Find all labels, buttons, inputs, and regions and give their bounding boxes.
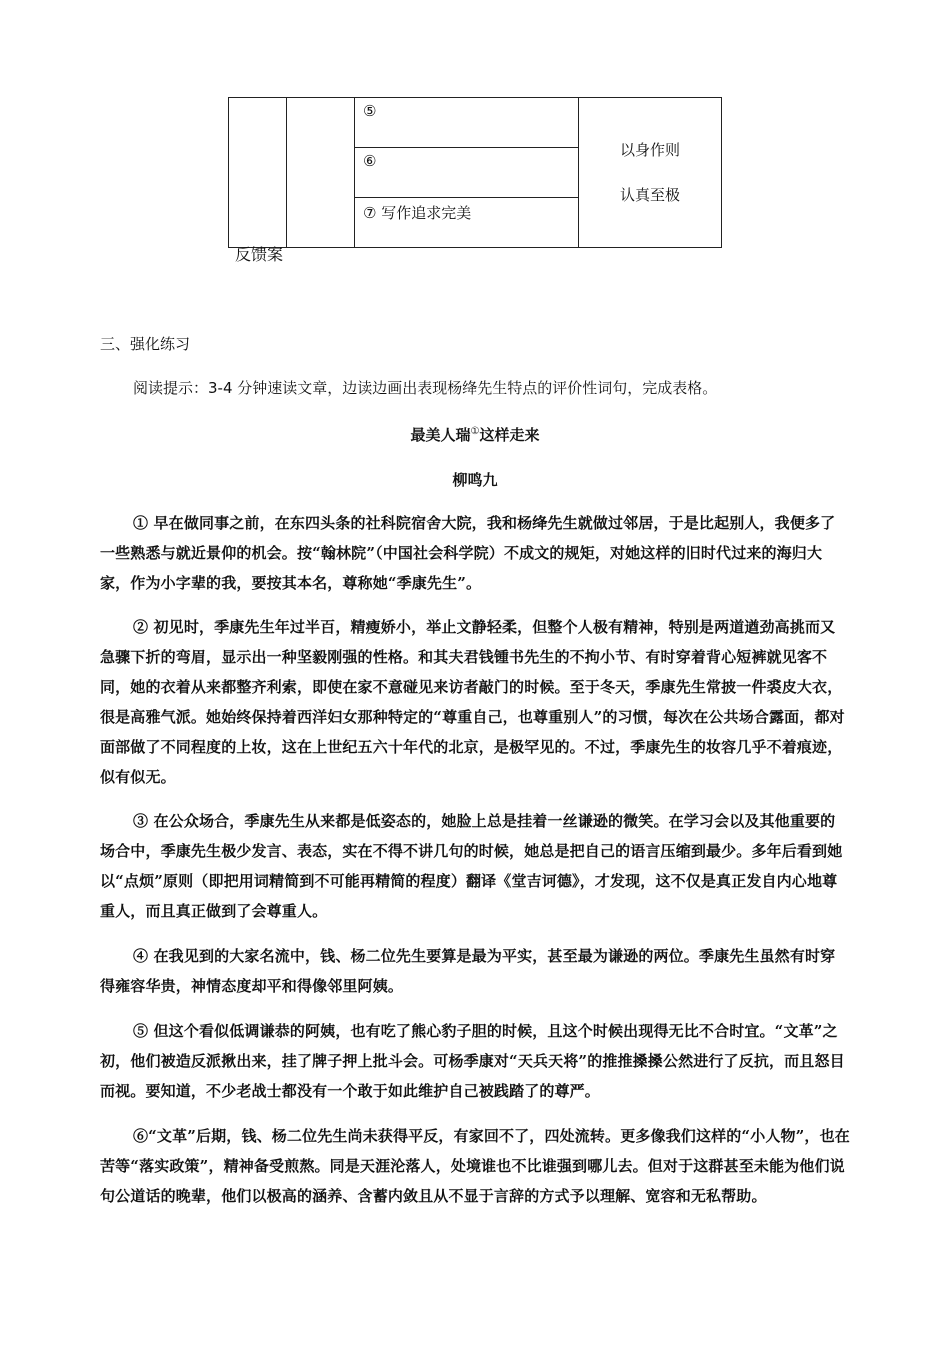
summary-line-1: 以身作则 — [619, 140, 680, 159]
table-cell-empty — [229, 98, 287, 248]
reading-hint: 阅读提示：3-4 分钟速读文章，边读边画出表现杨绛先生特点的评价性词句，完成表格。 — [133, 379, 718, 397]
table-cell-item-5: ⑤ — [355, 98, 579, 148]
paragraph-4: ④ 在我见到的大家名流中，钱、杨二位先生要算是最为平实，甚至最为谦逊的两位。季康先生虽然有时穿得雍容华贵，神情态度却平和得像邻里阿姨。 — [100, 947, 836, 995]
paragraph-2: ② 初见时，季康先生年过半百，精瘦娇小，举止文静轻柔，但整个人极有精神，特别是两道遒劲高挑而又急骤下折的弯眉，显示出一种坚毅刚强的性格。和其夫君钱锺书先生的不拘小节、有时穿着背心短裤就见客不同，她的衣着从来都整齐利索，即使在家不意碰见来访者敲门的时候。至于冬天，季康先生常披一件裘皮大衣，很是高雅气派。她始终保持着西洋妇女那种特定的“尊重自己，也尊重别人”的习惯，每次在公共场合露面，都对面部做了不同程度的上妆，这在上世纪五六十年代的北京，是极罕见的。不过，季康先生的妆容几乎不着痕迹，似有似无。 — [100, 618, 845, 786]
table-cell-item-6: ⑥ — [355, 148, 579, 198]
table-cell-summary — [579, 98, 722, 248]
footnote-marker: ① — [470, 426, 480, 437]
section-heading: 三、强化练习 — [100, 335, 191, 353]
table-cell-empty — [287, 98, 355, 248]
table-row — [229, 98, 722, 148]
summary-line-2: 认真至极 — [619, 185, 680, 204]
summary-table — [228, 97, 722, 248]
paragraph-6: ⑥“文革”后期，钱、杨二位先生尚未获得平反，有家回不了，四处流转。更多像我们这样的“小人物”，也在苦等“落实政策”，精神备受煎熬。同是天涯沦落人，处境谁也不比谁强到哪儿去。但对于这群甚至未能为他们说句公道话的晚辈，他们以极高的涵养、含蓄内敛且从不显于言辞的方式予以理解、宽容和无私帮助。 — [100, 1127, 850, 1205]
article-title-text: 最美人瑞 — [410, 426, 471, 444]
article-author: 柳鸣九 — [452, 471, 498, 489]
paragraph-5: ⑤ 但这个看似低调谦恭的阿姨，也有吃了熊心豹子胆的时候，且这个时候出现得无比不合时宜。“文革”之初，他们被造反派揪出来，挂了牌子押上批斗会。可杨季康对“天兵天将”的推推搡搡公然进行了反抗，而且怒目而视。要知道，不少老战士都没有一个敢于如此维护自己被践踏了的尊严。 — [100, 1022, 845, 1100]
feedback-label: 反馈案 — [235, 245, 284, 264]
paragraph-1: ① 早在做同事之前，在东四头条的社科院宿舍大院，我和杨绛先生就做过邻居，于是比起别人，我便多了一些熟悉与就近景仰的机会。按“翰林院”（中国社会科学院）不成文的规矩，对她这样的旧时代过来的海归大家，作为小字辈的我，要按其本名，尊称她“季康先生”。 — [100, 514, 836, 592]
paragraph-3: ③ 在公众场合，季康先生从来都是低姿态的，她脸上总是挂着一丝谦逊的微笑。在学习会以及其他重要的场合中，季康先生极少发言、表态，实在不得不讲几句的时候，她总是把自己的语言压缩到最少。多年后看到她以“点烦”原则（即把用词精简到不可能再精简的程度）翻译《堂吉诃德》，才发现，这不仅是真正发自内心地尊重人，而且真正做到了会尊重人。 — [100, 812, 843, 920]
article-title — [0, 424, 950, 445]
table-cell-item-7: ⑦ 写作追求完美 — [355, 198, 579, 248]
article-title-tail: 这样走来 — [479, 426, 540, 444]
